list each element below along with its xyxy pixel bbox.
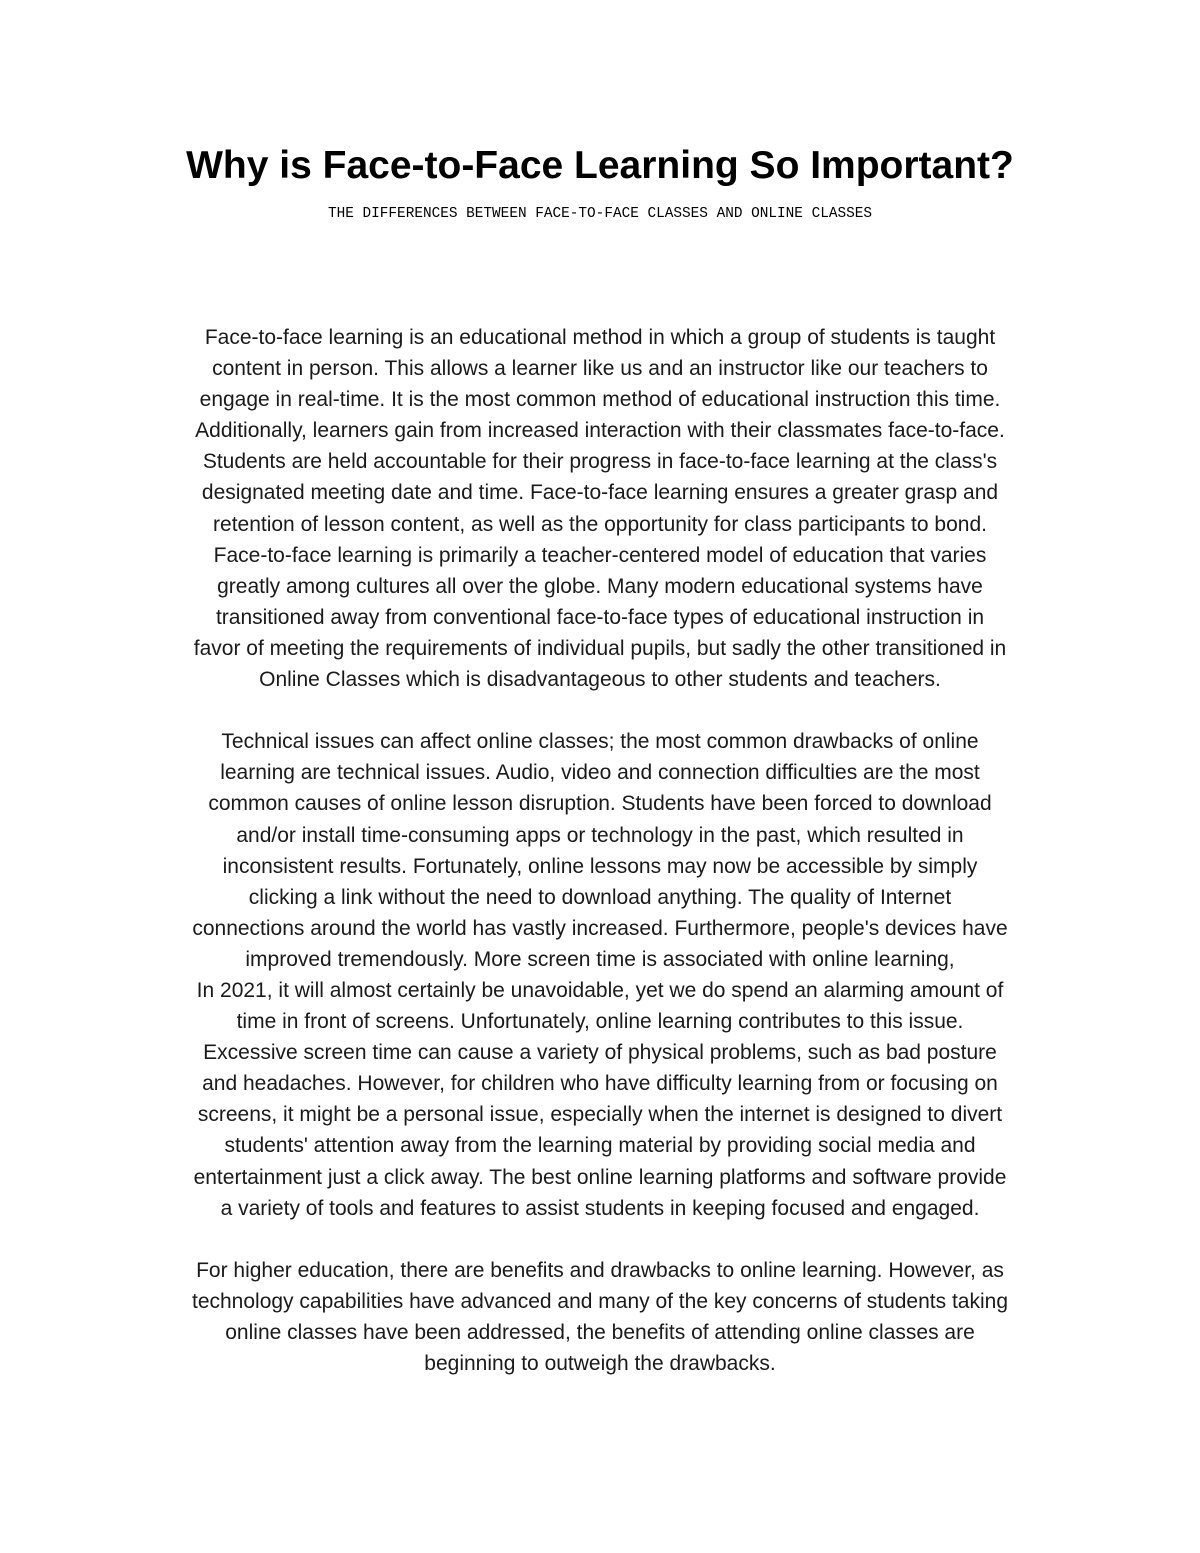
text-line: content in person. This allows a learner like us and an instructor like our teachers to bbox=[212, 357, 988, 381]
text-line: entertainment just a click away. The best online learning platforms and software provide bbox=[193, 1165, 1007, 1189]
text-line: time in front of screens. Unfortunately, online learning contributes to this issue. bbox=[236, 1010, 964, 1034]
text-line: online classes have been addressed, the benefits of attending online classes are bbox=[225, 1321, 975, 1344]
paragraph-1 bbox=[130, 322, 1070, 695]
paragraph-2 bbox=[130, 726, 1070, 1224]
document-title: Why is Face-to-Face Learning So Important? bbox=[186, 144, 1014, 187]
text-line: retention of lesson content, as well as the opportunity for class participants to bond. bbox=[213, 512, 987, 536]
text-line: designated meeting date and time. Face-to-face learning ensures a greater grasp and bbox=[201, 481, 999, 505]
paragraph-gap bbox=[130, 695, 1070, 726]
text-line: transitioned away from conventional face-to-face types of educational instruction in bbox=[215, 605, 985, 629]
text-line: For higher education, there are benefits and drawbacks to online learning. However, as bbox=[196, 1258, 1004, 1282]
text-line: Online Classes which is disadvantageous to other students and teachers. bbox=[259, 668, 941, 692]
text-line: Face-to-face learning is an educational method in which a group of students is taught bbox=[204, 326, 996, 349]
text-line: engage in real-time. It is the most common method of educational instruction this time. bbox=[199, 388, 1001, 412]
text-line: Excessive screen time can cause a variety of physical problems, such as bad posture bbox=[203, 1041, 997, 1065]
text-line: improved tremendously. More screen time is associated with online learning, bbox=[245, 947, 955, 971]
text-line: learning are technical issues. Audio, video and connection difficulties are the most bbox=[220, 761, 980, 785]
text-line: Face-to-face learning is primarily a teacher-centered model of education that varies bbox=[213, 543, 987, 567]
paragraph-gap bbox=[130, 1224, 1070, 1255]
text-line: and/or install time-consuming apps or technology in the past, which resulted in bbox=[236, 823, 964, 847]
text-line: Students are held accountable for their progress in face-to-face learning at the class's bbox=[202, 450, 998, 474]
paragraph-3 bbox=[130, 1255, 1070, 1379]
text-line: and headaches. However, for children who have difficulty learning from or focusing on bbox=[202, 1072, 998, 1096]
document-body bbox=[130, 322, 1070, 1379]
text-line: connections around the world has vastly increased. Furthermore, people's devices have bbox=[192, 916, 1008, 940]
text-line: favor of meeting the requirements of individual pupils, but sadly the other transitioned in bbox=[193, 636, 1007, 660]
text-line: beginning to outweigh the drawbacks. bbox=[424, 1352, 776, 1376]
text-line: In 2021, it will almost certainly be unavoidable, yet we do spend an alarming amount of bbox=[196, 978, 1004, 1002]
text-line: greatly among cultures all over the globe. Many modern educational systems have bbox=[217, 574, 983, 598]
text-line: students' attention away from the learning material by providing social media and bbox=[224, 1134, 976, 1158]
text-line: screens, it might be a personal issue, especially when the internet is designed to divert bbox=[197, 1103, 1003, 1127]
text-line: technology capabilities have advanced and many of the key concerns of students taking bbox=[191, 1289, 1009, 1313]
document-subtitle: THE DIFFERENCES BETWEEN FACE-TO-FACE CLASSES AND ONLINE CLASSES bbox=[327, 206, 873, 222]
text-line: a variety of tools and features to assist students in keeping focused and engaged. bbox=[220, 1196, 980, 1220]
text-line: common causes of online lesson disruption. Students have been forced to download bbox=[208, 792, 992, 816]
text-line: clicking a link without the need to download anything. The quality of Internet bbox=[248, 885, 952, 909]
text-line: Technical issues can affect online classes; the most common drawbacks of online bbox=[221, 730, 979, 754]
text-line: inconsistent results. Fortunately, online lessons may now be accessible by simply bbox=[222, 854, 978, 878]
text-line: Additionally, learners gain from increased interaction with their classmates face-to-face. bbox=[195, 419, 1005, 443]
